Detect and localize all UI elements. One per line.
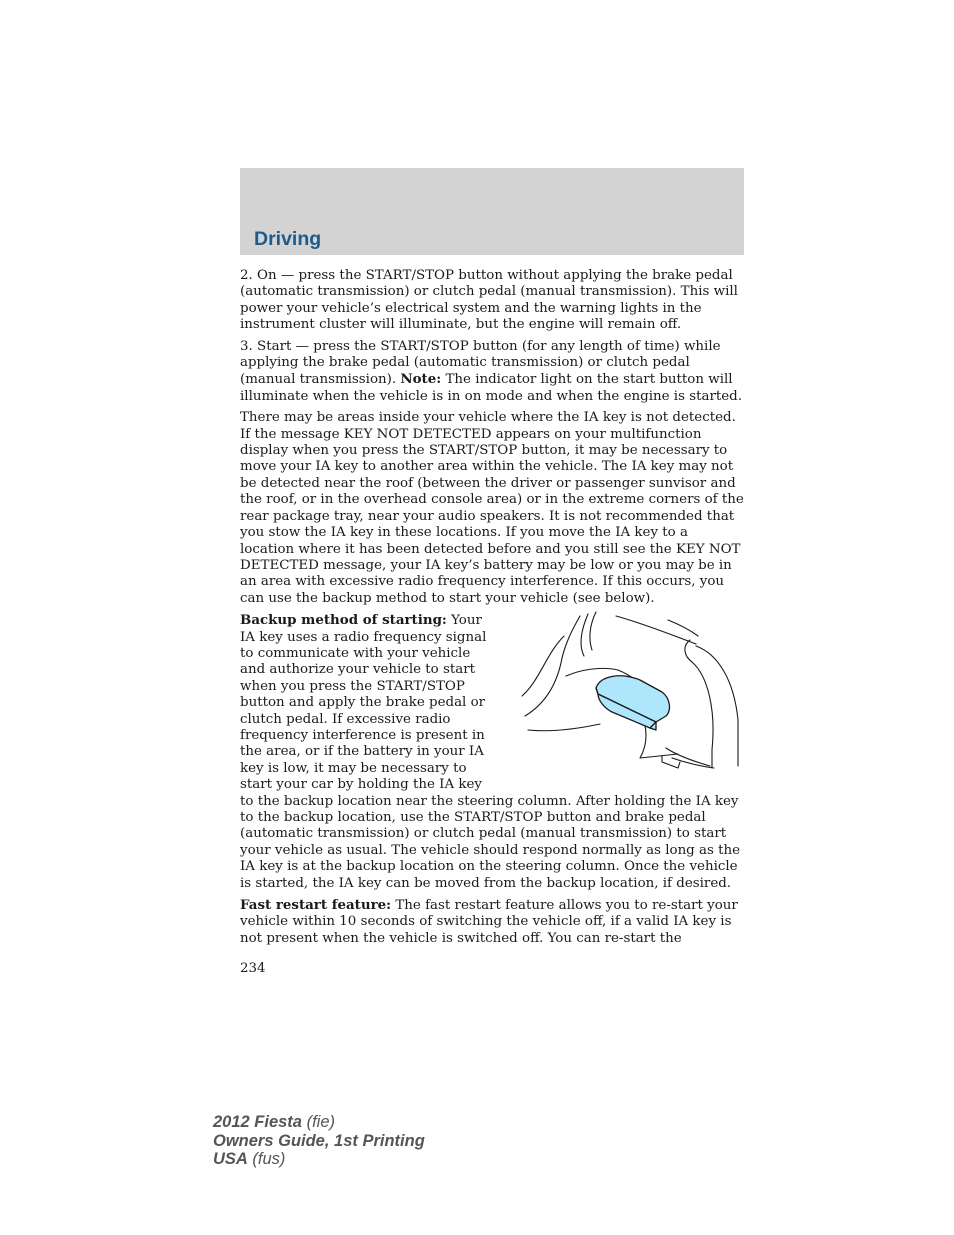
footer bbox=[213, 1113, 425, 1169]
start-mode-text: 3. Start — press the START/STOP button (for any length of time) while applying the brake pedal (automatic transmission) or clutch pedal (manual transmission). bbox=[240, 338, 721, 388]
backup-location-illustration bbox=[500, 610, 750, 790]
note-label: Note: bbox=[400, 371, 442, 388]
fast-restart-label: Fast restart feature: bbox=[240, 897, 392, 914]
ia-key-icon bbox=[596, 676, 669, 730]
paragraph-start-mode bbox=[240, 339, 744, 406]
footer-region-code: (fus) bbox=[247, 1150, 286, 1168]
steering-column-outline bbox=[522, 636, 564, 696]
paragraph-fast-restart bbox=[240, 897, 744, 947]
section-title: Driving bbox=[254, 228, 322, 250]
paragraph-backup-method bbox=[240, 612, 744, 892]
footer-line-printing: Owners Guide, 1st Printing bbox=[213, 1131, 425, 1150]
footer-line-model bbox=[213, 1113, 425, 1132]
paragraph-key-not-detected: There may be areas inside your vehicle where the IA key is not detected. If the message KEY NOT DETECTED appears on your multifunction display when you press the START/STOP button, it may be necessary to move your IA key to another area within the vehicle. The IA key may not be detected near the roof (between the driver or passenger sunvisor and the roof, or in the overhead console area) or in the extreme corners of the rear package tray, near your audio speakers. It is not recommended that you stow the IA key in these locations. If you move the IA key to a location where it has been detected before and you still see the KEY NOT DETECTED message, your IA key’s battery may be low or you may be in an area with excessive radio frequency interference. If this occurs, you can use the backup method to start your vehicle (see below). bbox=[240, 410, 744, 606]
paragraph-on-mode: 2. On — press the START/STOP button without applying the brake pedal (automatic transmission) or clutch pedal (manual transmission). This will power your vehicle’s electrical system and the warning lights in the instrument cluster will illuminate, but the engine will remain off. bbox=[240, 268, 738, 333]
note-text: The indicator light on the start button will illuminate when the vehicle is in on mode and when the engine is started. bbox=[240, 372, 742, 404]
footer-line-region bbox=[213, 1150, 425, 1169]
section-header-band bbox=[240, 168, 744, 255]
footer-region: USA bbox=[213, 1150, 248, 1168]
page-number: 234 bbox=[240, 961, 266, 976]
fast-restart-text: The fast restart feature allows you to re-start your vehicle within 10 seconds of switching the vehicle off, if a valid IA key is not present when the vehicle is switched off. You can re-start the bbox=[240, 898, 738, 946]
footer-model: 2012 Fiesta bbox=[213, 1113, 302, 1131]
footer-model-code: (fie) bbox=[301, 1113, 335, 1131]
backup-method-label: Backup method of starting: bbox=[240, 612, 447, 629]
backup-method-text: Your IA key uses a radio frequency signal to communicate with your vehicle and authorize your vehicle to start when you press the START/STOP button and apply the brake pedal or clutch pedal. If excessive radio frequency interference is present in the area, or if the battery in your IA key is low, it may be necessary to start your car by holding the IA key to the backup location near the steering column. After holding the IA key to the backup location, use the START/STOP button and brake pedal (automatic transmission) or clutch pedal (manual transmission) to start your vehicle as usual. The vehicle should respond normally as long as the IA key is at the backup location on the steering column. Once the vehicle is started, the IA key can be moved from the backup location, if desired. bbox=[240, 613, 741, 891]
body-text bbox=[240, 268, 744, 952]
